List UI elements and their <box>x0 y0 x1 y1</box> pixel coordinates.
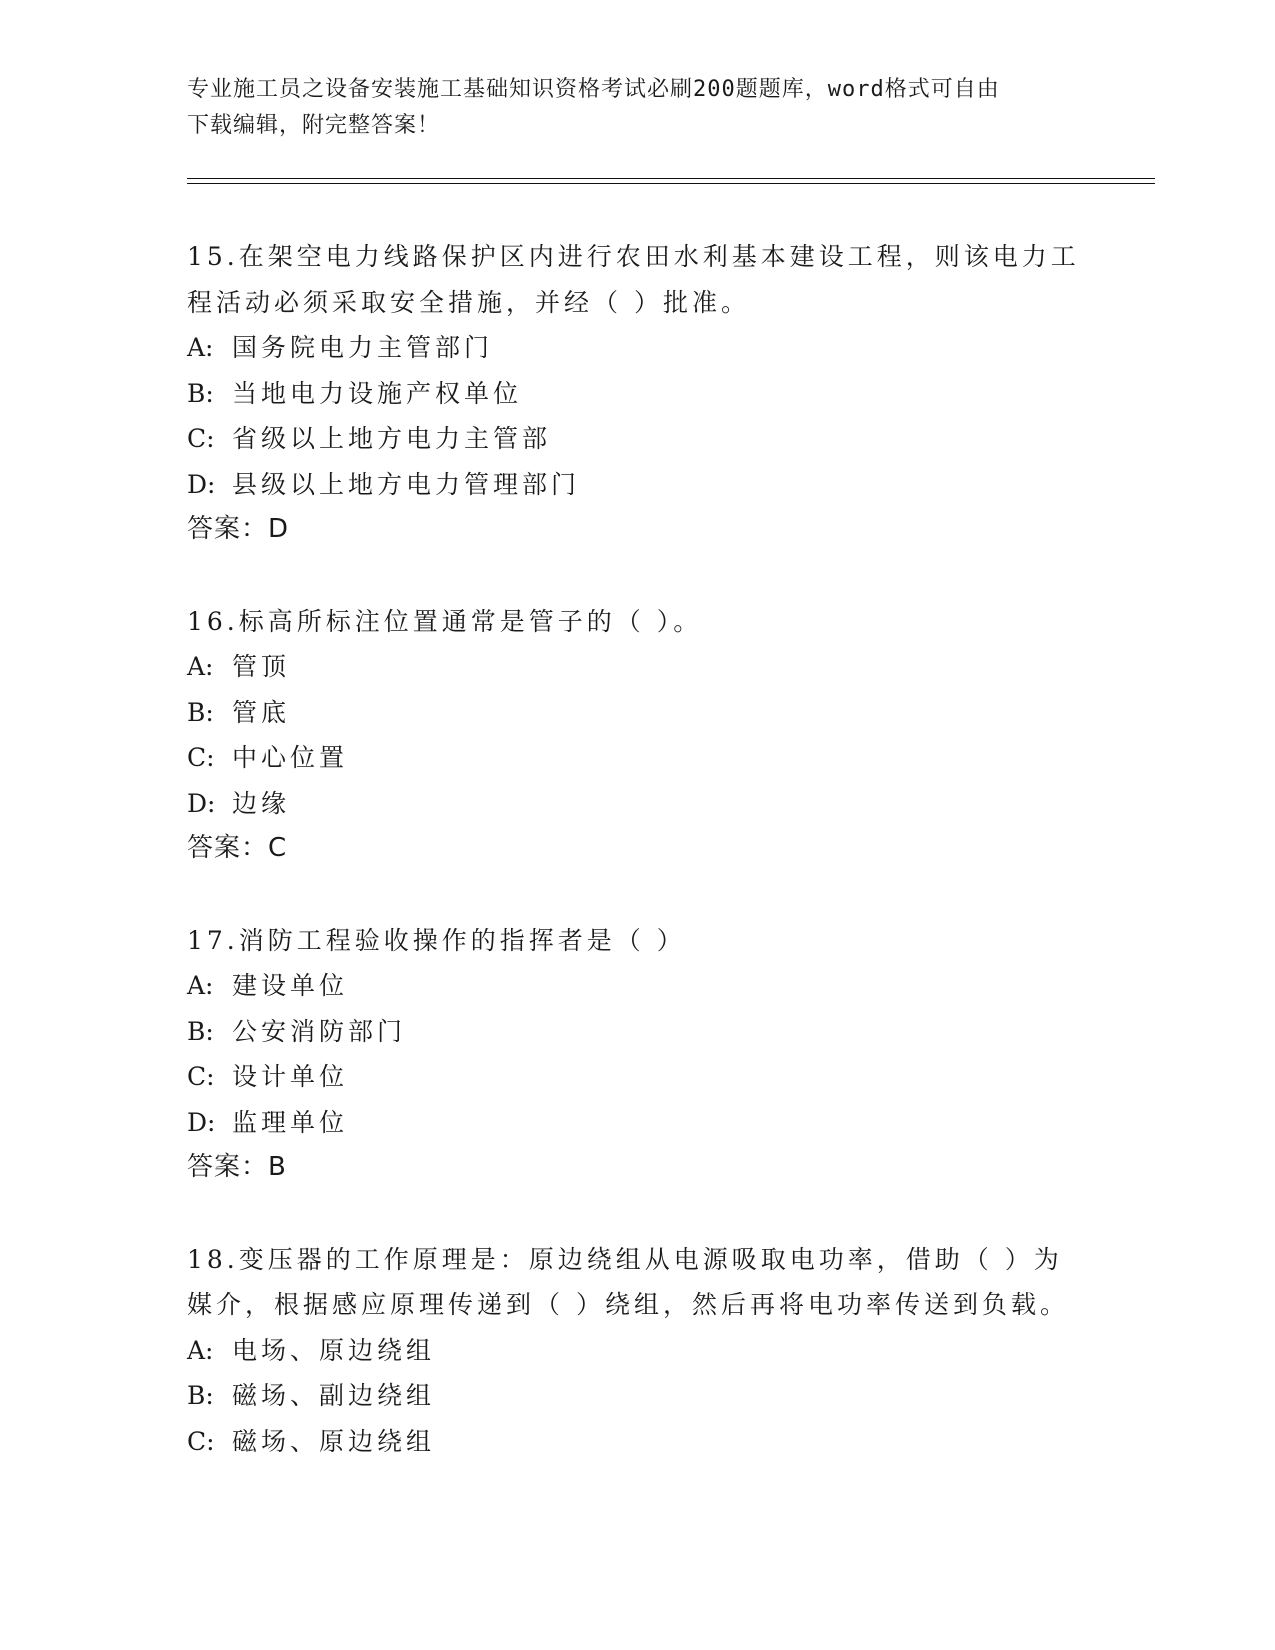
option-a <box>187 963 1087 1009</box>
option-text: 公安消防部门 <box>232 1016 407 1046</box>
option-text: 县级以上地方电力管理部门 <box>232 469 581 499</box>
option-letter: B: <box>187 378 214 408</box>
question-stem-line: 17.消防工程验收操作的指挥者是（ ） <box>187 925 686 955</box>
option-letter: C: <box>187 1062 215 1091</box>
question-stem-line: 程活动必须采取安全措施，并经（ ）批准。 <box>187 287 750 317</box>
option-text: 设计单位 <box>232 1062 349 1091</box>
answer-line: 答案：C <box>187 833 288 863</box>
option-text: 省级以上地方电力主管部 <box>232 424 552 453</box>
option-c <box>187 1054 1087 1100</box>
option-c <box>187 416 1087 462</box>
question-16 <box>187 599 1087 872</box>
option-letter: B: <box>187 1381 214 1410</box>
header-divider-top <box>187 178 1155 179</box>
question-stem-line: 16.标高所标注位置通常是管子的（ ）。 <box>187 606 703 636</box>
option-a <box>187 644 1087 690</box>
option-letter: A: <box>187 652 214 681</box>
option-c <box>187 735 1087 781</box>
option-letter: B: <box>187 697 214 727</box>
option-b <box>187 371 1087 417</box>
header-line-2: 下载编辑，附完整答案！ <box>187 113 441 138</box>
option-c <box>187 1419 1087 1465</box>
option-text: 电场、原边绕组 <box>232 1335 436 1365</box>
option-text: 管顶 <box>232 652 291 681</box>
option-text: 当地电力设施产权单位 <box>232 378 523 408</box>
option-text: 管底 <box>232 697 291 727</box>
answer-line: 答案：B <box>187 1152 287 1182</box>
option-text: 建设单位 <box>232 971 349 1000</box>
option-letter: A: <box>187 971 214 1000</box>
question-15 <box>187 234 1087 553</box>
question-stem-line: 媒介，根据感应原理传递到（ ）绕组，然后再将电功率传送到负载。 <box>187 1290 1069 1319</box>
option-letter: A: <box>187 1335 214 1365</box>
option-text: 磁场、原边绕组 <box>232 1426 436 1456</box>
option-text: 磁场、副边绕组 <box>232 1381 436 1410</box>
option-text: 国务院电力主管部门 <box>232 333 494 362</box>
header-divider-bottom <box>187 183 1155 184</box>
option-d <box>187 781 1087 827</box>
option-letter: D: <box>187 1107 216 1137</box>
option-d <box>187 1100 1087 1146</box>
option-b <box>187 1373 1087 1419</box>
option-b <box>187 1009 1087 1055</box>
option-letter: B: <box>187 1016 214 1046</box>
option-letter: C: <box>187 743 215 772</box>
option-b <box>187 690 1087 736</box>
option-a <box>187 1328 1087 1374</box>
document-header <box>187 72 1067 144</box>
option-text: 中心位置 <box>232 743 349 772</box>
option-letter: C: <box>187 1426 215 1456</box>
option-d <box>187 462 1087 508</box>
header-line-1: 专业施工员之设备安装施工基础知识资格考试必刷200题题库，word格式可自由 <box>187 77 1000 102</box>
question-18 <box>187 1237 1087 1465</box>
question-stem-line: 18.变压器的工作原理是：原边绕组从电源吸取电功率，借助（ ）为 <box>187 1244 1063 1274</box>
option-a <box>187 325 1087 371</box>
question-list <box>187 234 1087 1510</box>
option-letter: A: <box>187 333 214 362</box>
option-letter: D: <box>187 788 216 818</box>
option-text: 监理单位 <box>232 1107 349 1137</box>
answer-line: 答案：D <box>187 514 290 544</box>
question-stem-line: 15.在架空电力线路保护区内进行农田水利基本建设工程，则该电力工 <box>187 242 1080 271</box>
option-letter: C: <box>187 424 215 453</box>
question-17 <box>187 918 1087 1191</box>
option-letter: D: <box>187 469 216 499</box>
option-text: 边缘 <box>232 788 291 818</box>
